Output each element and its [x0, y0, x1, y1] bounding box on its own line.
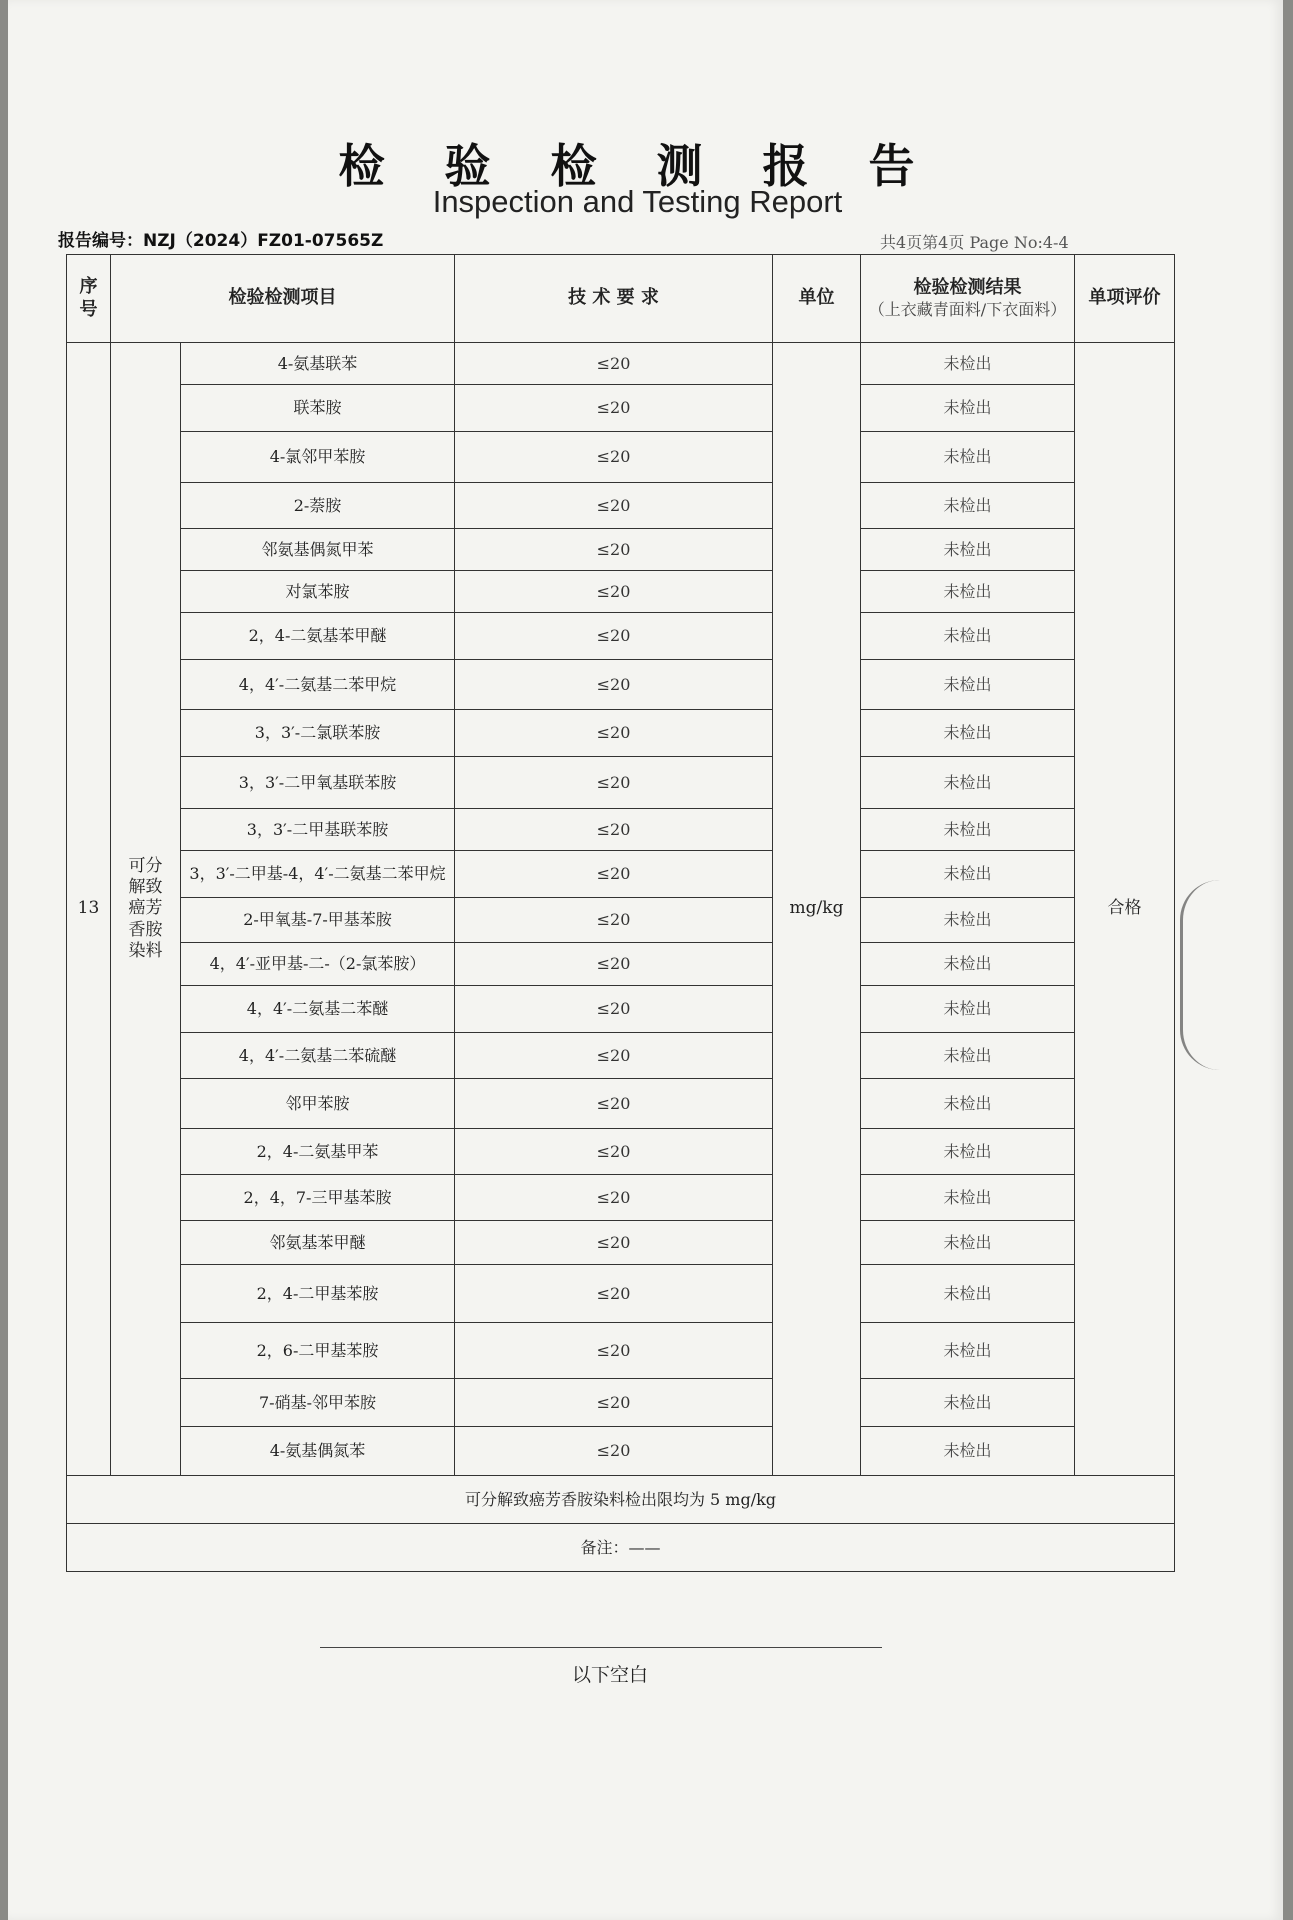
- category-cell: 可分解致癌芳香胺染料: [111, 343, 181, 1476]
- requirement-cell: ≤20: [455, 1129, 773, 1175]
- table-row: [67, 1033, 1175, 1079]
- item-cell: 邻氨基偶氮甲苯: [181, 529, 455, 571]
- result-cell: 未检出: [861, 851, 1075, 898]
- result-cell: 未检出: [861, 1323, 1075, 1379]
- item-cell: 4，4′-亚甲基-二-（2-氯苯胺）: [181, 943, 455, 986]
- item-cell: 7-硝基-邻甲苯胺: [181, 1379, 455, 1427]
- item-cell: 3，3′-二甲基联苯胺: [181, 809, 455, 851]
- item-cell: 4-氨基联苯: [181, 343, 455, 385]
- item-cell: 2-甲氧基-7-甲基苯胺: [181, 898, 455, 943]
- item-cell: 2，4-二氨基甲苯: [181, 1129, 455, 1175]
- report-title-en: Inspection and Testing Report: [432, 184, 843, 219]
- item-cell: 3，3′-二甲基-4，4′-二氨基二苯甲烷: [181, 851, 455, 898]
- result-cell: 未检出: [861, 432, 1075, 483]
- table-row: [67, 1323, 1175, 1379]
- result-cell: 未检出: [861, 571, 1075, 613]
- item-cell: 2，6-二甲基苯胺: [181, 1323, 455, 1379]
- table-row: [67, 483, 1175, 529]
- item-cell: 邻甲苯胺: [181, 1079, 455, 1129]
- requirement-cell: ≤20: [455, 898, 773, 943]
- page-number: 共4页第4页 Page No:4-4: [880, 233, 1069, 252]
- remarks-row: [67, 1524, 1175, 1572]
- seq-cell: 13: [67, 343, 111, 1476]
- requirement-cell: ≤20: [455, 660, 773, 710]
- table-row: [67, 1221, 1175, 1265]
- requirement-cell: ≤20: [455, 1265, 773, 1323]
- table-row: [67, 710, 1175, 757]
- requirement-cell: ≤20: [455, 385, 773, 432]
- requirement-cell: ≤20: [455, 483, 773, 529]
- table-row: [67, 529, 1175, 571]
- header-seq: 序号: [67, 255, 111, 343]
- requirement-cell: ≤20: [455, 571, 773, 613]
- requirement-cell: ≤20: [455, 1323, 773, 1379]
- requirement-cell: ≤20: [455, 986, 773, 1033]
- result-cell: 未检出: [861, 483, 1075, 529]
- table-row: [67, 809, 1175, 851]
- requirement-cell: ≤20: [455, 757, 773, 809]
- requirement-cell: ≤20: [455, 710, 773, 757]
- result-cell: 未检出: [861, 809, 1075, 851]
- requirement-cell: ≤20: [455, 943, 773, 986]
- result-cell: 未检出: [861, 1427, 1075, 1476]
- item-cell: 2，4-二氨基苯甲醚: [181, 613, 455, 660]
- table-row: [67, 943, 1175, 986]
- item-cell: 4，4′-二氨基二苯醚: [181, 986, 455, 1033]
- table-row: [67, 1265, 1175, 1323]
- table-header-row: [67, 255, 1175, 343]
- evaluation-cell: 合格: [1075, 343, 1175, 1476]
- item-cell: 邻氨基苯甲醚: [181, 1221, 455, 1265]
- item-cell: 对氯苯胺: [181, 571, 455, 613]
- item-cell: 4，4′-二氨基二苯甲烷: [181, 660, 455, 710]
- requirement-cell: ≤20: [455, 1221, 773, 1265]
- table-row: [67, 986, 1175, 1033]
- result-cell: 未检出: [861, 385, 1075, 432]
- item-cell: 联苯胺: [181, 385, 455, 432]
- header-result-title: 检验检测结果: [913, 277, 1022, 299]
- table-row: [67, 851, 1175, 898]
- result-cell: 未检出: [861, 757, 1075, 809]
- table-row: [67, 343, 1175, 385]
- result-cell: 未检出: [861, 660, 1075, 710]
- requirement-cell: ≤20: [455, 343, 773, 385]
- table-row: [67, 1175, 1175, 1221]
- header-result-subtitle: （上衣藏青面料/下衣面料）: [868, 299, 1067, 319]
- remarks: 备注：——: [67, 1524, 1175, 1572]
- item-cell: 2-萘胺: [181, 483, 455, 529]
- item-cell: 4-氨基偶氮苯: [181, 1427, 455, 1476]
- result-cell: 未检出: [861, 343, 1075, 385]
- item-cell: 2，4，7-三甲基苯胺: [181, 1175, 455, 1221]
- item-cell: 4，4′-二氨基二苯硫醚: [181, 1033, 455, 1079]
- result-cell: 未检出: [861, 1379, 1075, 1427]
- result-cell: 未检出: [861, 1033, 1075, 1079]
- unit-cell: mg/kg: [773, 343, 861, 1476]
- table-row: [67, 1427, 1175, 1476]
- report-title-cn: 检 验 检 测 报 告: [338, 139, 937, 193]
- header-item: 检验检测项目: [111, 255, 455, 343]
- requirement-cell: ≤20: [455, 1175, 773, 1221]
- result-cell: 未检出: [861, 898, 1075, 943]
- detection-limit-row: [67, 1476, 1175, 1524]
- table-row: [67, 1379, 1175, 1427]
- table-row: [67, 1079, 1175, 1129]
- seal-stamp: [1180, 880, 1241, 1070]
- result-cell: 未检出: [861, 613, 1075, 660]
- table-row: [67, 385, 1175, 432]
- blank-below-note: 以下空白: [571, 1664, 648, 1686]
- item-cell: 3，3′-二甲氧基联苯胺: [181, 757, 455, 809]
- table-row: [67, 660, 1175, 710]
- result-cell: 未检出: [861, 1175, 1075, 1221]
- result-cell: 未检出: [861, 529, 1075, 571]
- requirement-cell: ≤20: [455, 432, 773, 483]
- table-row: [67, 613, 1175, 660]
- inspection-table: [66, 254, 1175, 1572]
- result-cell: 未检出: [861, 986, 1075, 1033]
- header-unit: 单位: [773, 255, 861, 343]
- requirement-cell: ≤20: [455, 851, 773, 898]
- requirement-cell: ≤20: [455, 529, 773, 571]
- table-row: [67, 432, 1175, 483]
- result-cell: 未检出: [861, 1265, 1075, 1323]
- table-row: [67, 571, 1175, 613]
- item-cell: 2，4-二甲基苯胺: [181, 1265, 455, 1323]
- requirement-cell: ≤20: [455, 1379, 773, 1427]
- end-divider: [320, 1647, 882, 1648]
- result-cell: 未检出: [861, 1079, 1075, 1129]
- header-evaluation: 单项评价: [1075, 255, 1175, 343]
- result-cell: 未检出: [861, 943, 1075, 986]
- item-cell: 4-氯邻甲苯胺: [181, 432, 455, 483]
- requirement-cell: ≤20: [455, 1427, 773, 1476]
- detection-limit-note: 可分解致癌芳香胺染料检出限均为 5 mg/kg: [67, 1476, 1175, 1524]
- result-cell: 未检出: [861, 1129, 1075, 1175]
- item-cell: 3，3′-二氯联苯胺: [181, 710, 455, 757]
- requirement-cell: ≤20: [455, 809, 773, 851]
- table-row: [67, 757, 1175, 809]
- requirement-cell: ≤20: [455, 1079, 773, 1129]
- requirement-cell: ≤20: [455, 1033, 773, 1079]
- header-result: [861, 255, 1075, 343]
- report-number: 报告编号：NZJ（2024）FZ01-07565Z: [58, 231, 384, 251]
- table-row: [67, 898, 1175, 943]
- result-cell: 未检出: [861, 1221, 1075, 1265]
- requirement-cell: ≤20: [455, 613, 773, 660]
- header-requirement: 技 术 要 求: [455, 255, 773, 343]
- table-row: [67, 1129, 1175, 1175]
- result-cell: 未检出: [861, 710, 1075, 757]
